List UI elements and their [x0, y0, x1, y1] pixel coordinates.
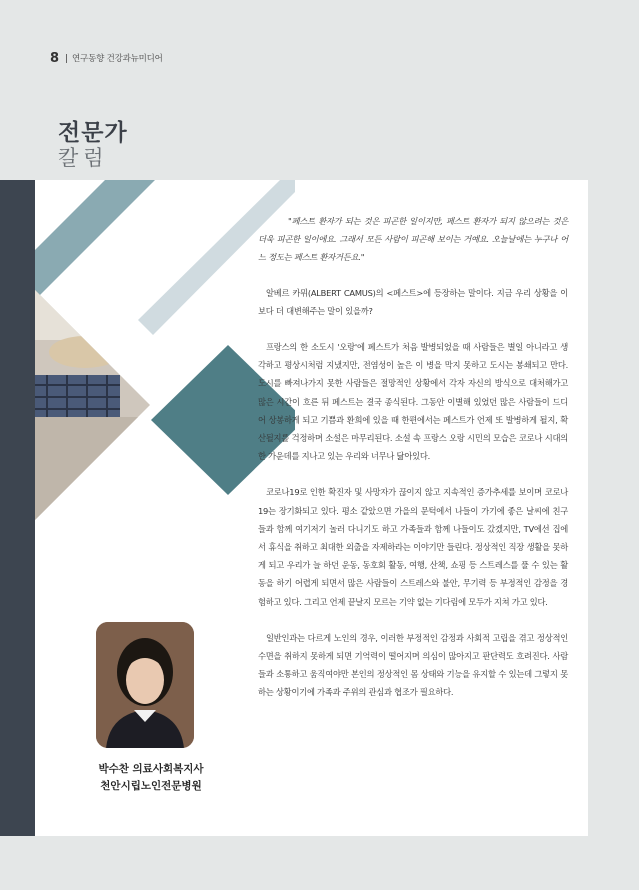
decorative-graphic: [35, 180, 295, 540]
mid-stripe-shape: [35, 180, 155, 300]
left-accent-bar: [0, 180, 35, 836]
header-divider: [66, 54, 67, 63]
article-paragraph: 알베르 카뮈(ALBERT CAMUS)의 <페스트>에 등장하는 말이다. 지금 우리 상황을 이보다 더 대변해주는 말이 있을까?: [258, 287, 568, 316]
publication-name: 연구동향 건강과뉴미디어: [72, 54, 163, 64]
page-number: 8: [50, 50, 60, 66]
article-paragraph: 프랑스의 한 소도시 '오랑'에 페스트가 처음 발병되었을 때 사람들은 별일 아니라고 생각하고 평상시처럼 지냈지만, 전염성이 높은 이 병을 막지 못하고 도시는 봉쇄되고 만다. 도시를 빠져나가지 못한 사람들은 절망적인 상황에서 각자 자신의 방식으로 대처해가고 많은 시간이 흐른 뒤 페스트는 결국 종식된다. 그동안 이별해 있었던 많은 사람들이 드디어 상봉하게 되고 기쁨과 환희에 있을 때 한편에서는 페스트가 언제 또 발병하게 될지, 확산될지를 걱정하며 소설은 마무리된다. 소설 속 프랑스 오랑 시민의 모습은 코로나 시대의 한 가운데를 지나고 있는 우리와 너무나 닮아있다.: [258, 342, 568, 462]
article-paragraph: 코로나19로 인한 확진자 및 사망자가 끊이지 않고 지속적인 증가추세를 보이며 코로나19는 장기화되고 있다. 평소 같았으면 가을의 문턱에서 나들이 가기에 좋은 날씨에 친구들과 함께 여기저기 놀러 다니기도 하고 가족들과 함께 나들이도 갔겠지만, TV에선 집에서 휴식을 취하고 최대한 외출을 자제하라는 이야기만 들린다. 정상적인 직장 생활을 못하게 되고 우리가 늘 하던 운동, 동호회 활동, 여행, 산책, 쇼핑 등 스트레스를 풀 수 있는 활동을 하기 어렵게 되면서 많은 사람들이 스트레스와 불안, 무기력 등 부정적인 감정을 경험하고 있다. 그리고 언제 끝날지 모르는 기약 없는 기다림에 모두가 지쳐 가고 있다.: [258, 487, 568, 607]
section-subtitle: 칼럼: [58, 146, 109, 170]
section-title: 전문가: [58, 120, 128, 146]
portrait-image: [96, 622, 194, 748]
author-portrait: [96, 622, 194, 748]
page-header: [50, 50, 163, 66]
article-body: [258, 212, 568, 720]
article-quote: "페스트 환자가 되는 것은 피곤한 일이지만, 페스트 환자가 되지 않으려는 것은 더욱 피곤한 일이에요. 그래서 모든 사람이 피곤해 보이는 거예요. 오늘날에는 누구나 어느 정도는 페스트 환자거든요.": [258, 216, 568, 263]
article-paragraph: 일반인과는 다르게 노인의 경우, 이러한 부정적인 감정과 사회적 고립을 겪고 정상적인 수면을 취하지 못하게 되면 기억력이 떨어지며 의심이 많아지고 판단력도 흐려진다. 사람들과 소통하고 움직여야만 본인의 정상적인 몸 상태와 기능을 유지할 수 있는데 그렇지 못하는 상황이기에 가족과 주위의 관심과 협조가 필요하다.: [258, 632, 568, 698]
author-organization: 천안시립노인전문병원: [100, 780, 202, 792]
author-name: 박수찬 의료사회복지사: [98, 763, 204, 775]
geometric-photo-collage: [35, 180, 295, 540]
